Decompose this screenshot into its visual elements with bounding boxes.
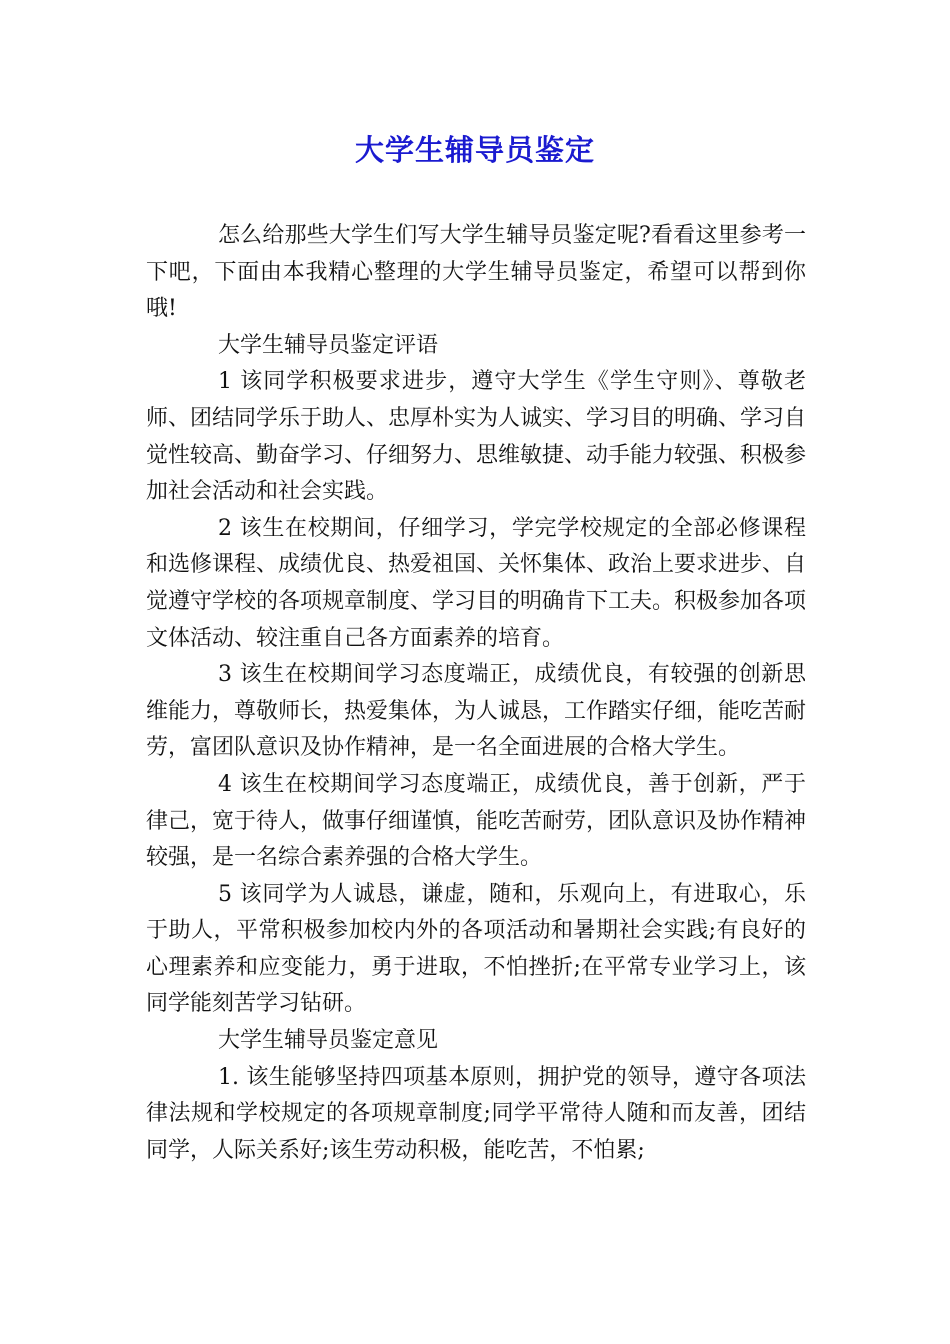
document-body [146, 218, 806, 1169]
comment-paragraph-5: 5 该同学为人诚恳，谦虚，随和，乐观向上，有进取心，乐于助人，平常积极参加校内外的各项活动和暑期社会实践;有良好的心理素养和应变能力，勇于进取，不怕挫折;在平常专业学习上，该同学能刻苦学习钻研。 [146, 881, 806, 1017]
intro-paragraph: 怎么给那些大学生们写大学生辅导员鉴定呢?看看这里参考一下吧，下面由本我精心整理的大学生辅导员鉴定，希望可以帮到你哦! [146, 223, 806, 322]
section-heading-opinions: 大学生辅导员鉴定意见 [218, 1028, 439, 1054]
comment-paragraph-4: 4 该生在校期间学习态度端正，成绩优良，善于创新，严于律己，宽于待人，做事仔细谨慎，能吃苦耐劳，团队意识及协作精神较强，是一名综合素养强的合格大学生。 [146, 771, 807, 871]
opinion-paragraph-1: 1. 该生能够坚持四项基本原则，拥护党的领导，遵守各项法律法规和学校规定的各项规章制度;同学平常待人随和而友善，团结同学，人际关系好;该生劳动积极，能吃苦，不怕累; [146, 1064, 806, 1163]
section-heading-comments: 大学生辅导员鉴定评语 [218, 332, 439, 358]
comment-paragraph-2: 2 该生在校期间，仔细学习，学完学校规定的全部必修课程和选修课程、成绩优良、热爱祖国、关怀集体、政治上要求进步、自觉遵守学校的各项规章制度、学习目的明确肯下工夫。积极参加各项文体活动、较注重自己各方面素养的培育。 [146, 515, 807, 651]
comment-paragraph-1: 1 该同学积极要求进步，遵守大学生《学生守则》、尊敬老师、团结同学乐于助人、忠厚朴实为人诚实、学习目的明确、学习自觉性较高、勤奋学习、仔细努力、思维敏捷、动手能力较强、积极参加社会活动和社会实践。 [146, 369, 807, 505]
comment-paragraph-3: 3 该生在校期间学习态度端正，成绩优良，有较强的创新思维能力，尊敬师长，热爱集体，为人诚恳，工作踏实仔细，能吃苦耐劳，富团队意识及协作精神，是一名全面进展的合格大学生。 [146, 662, 807, 761]
document-title: 大学生辅导员鉴定 [354, 133, 595, 167]
